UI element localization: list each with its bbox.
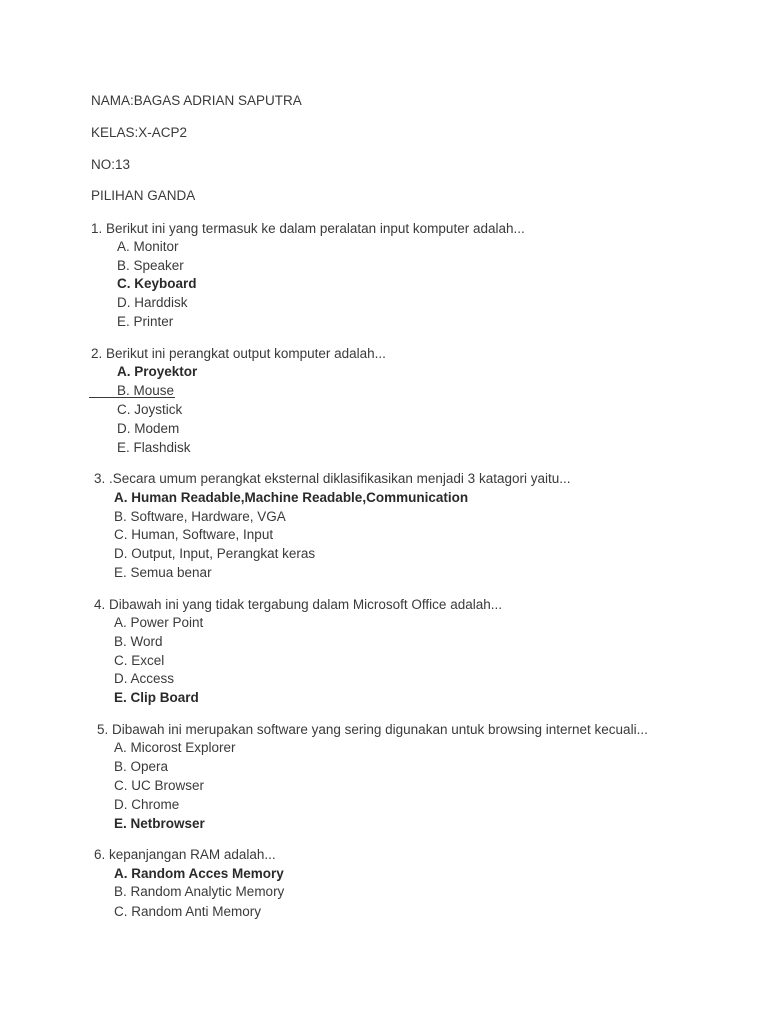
q3-option-d: D. Output, Input, Perangkat keras	[114, 546, 316, 561]
q5-option-e-answer: E. Netbrowser	[114, 816, 205, 831]
q3-option-e: E. Semua benar	[114, 565, 212, 580]
q3-option-b: B. Software, Hardware, VGA	[114, 509, 286, 524]
q2-option-b: B. Mouse	[117, 383, 175, 398]
q5-option-b: B. Opera	[114, 759, 169, 774]
question-6: 6. kepanjangan RAM adalah...	[94, 847, 276, 862]
q5-option-a: A. Micorost Explorer	[114, 740, 236, 755]
q1-option-d: D. Harddisk	[117, 295, 188, 310]
q2-option-e: E. Flashdisk	[117, 440, 191, 455]
q4-option-e-answer: E. Clip Board	[114, 690, 199, 705]
question-5: 5. Dibawah ini merupakan software yang sering digunakan untuk browsing internet kecuali...	[97, 722, 648, 737]
q6-option-b: B. Random Analytic Memory	[114, 884, 285, 899]
q4-option-d: D. Access	[114, 671, 175, 686]
q6-option-a-answer: A. Random Acces Memory	[114, 866, 284, 881]
q3-option-c: C. Human, Software, Input	[114, 527, 274, 542]
student-class: KELAS:X-ACP2	[91, 125, 188, 140]
question-4: 4. Dibawah ini yang tidak tergabung dalam Microsoft Office adalah...	[94, 597, 502, 612]
q2-option-d: D. Modem	[117, 421, 180, 436]
student-name: NAMA:BAGAS ADRIAN SAPUTRA	[91, 93, 302, 108]
student-number: NO:13	[91, 157, 131, 172]
q4-option-b: B. Word	[114, 634, 163, 649]
q1-option-c-answer: C. Keyboard	[117, 276, 197, 291]
section-title: PILIHAN GANDA	[91, 188, 196, 203]
q2-option-c: C. Joystick	[117, 402, 183, 417]
q6-option-c: C. Random Anti Memory	[114, 904, 262, 919]
question-1: 1. Berikut ini yang termasuk ke dalam peralatan input komputer adalah...	[91, 221, 525, 236]
q3-option-a-answer: A. Human Readable,Machine Readable,Communication	[114, 490, 469, 505]
q4-option-a: A. Power Point	[114, 615, 204, 630]
q5-option-c: C. UC Browser	[114, 778, 205, 793]
q1-option-a: A. Monitor	[117, 239, 179, 254]
q1-option-b: B. Speaker	[117, 258, 184, 273]
question-3: 3. .Secara umum perangkat eksternal diklasifikasikan menjadi 3 katagori yaitu...	[94, 471, 571, 486]
q4-option-c: C. Excel	[114, 653, 165, 668]
question-2: 2. Berikut ini perangkat output komputer adalah...	[91, 346, 386, 361]
q1-option-e: E. Printer	[117, 314, 174, 329]
q5-option-d: D. Chrome	[114, 797, 180, 812]
q2-option-a-answer: A. Proyektor	[117, 364, 198, 379]
